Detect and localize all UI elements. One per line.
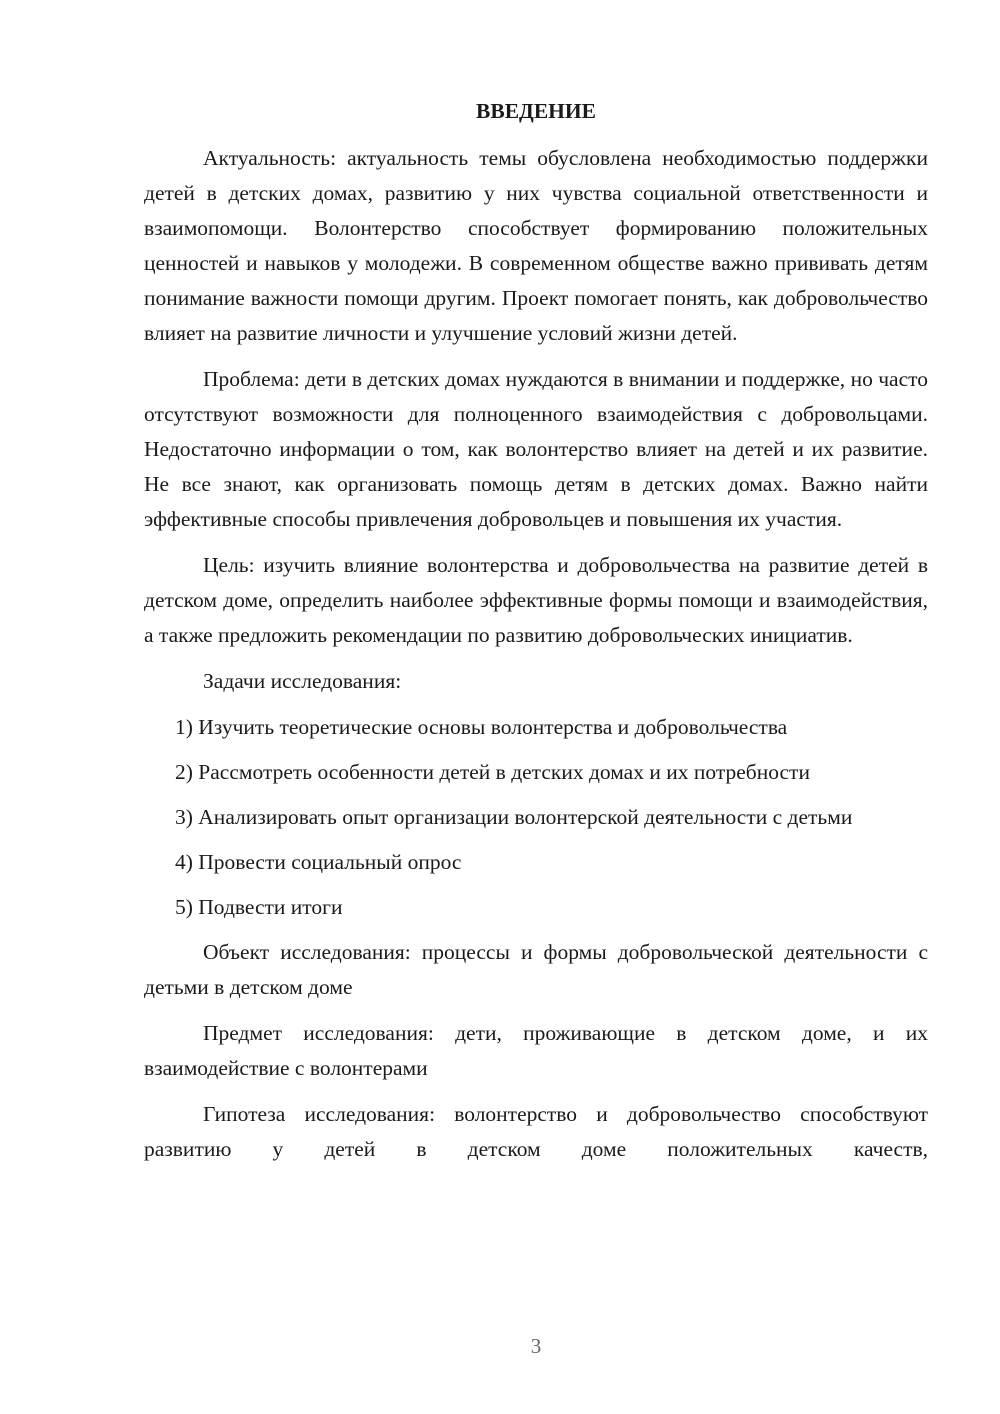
paragraph-relevance: Актуальность: актуальность темы обусловлена необходимостью поддержки детей в детских домах, развитию у них чувства социальной ответственности и взаимопомощи. Волонтерство способствует формированию положительных ценностей и навыков у молодежи. В современном обществе важно прививать детям понимание важности помощи другим. Проект помогает понять, как добровольчество влияет на развитие личности и улучшение условий жизни детей. bbox=[144, 146, 928, 345]
task-item-1: 1) Изучить теоретические основы волонтерства и добровольчества bbox=[175, 715, 788, 739]
task-item-4: 4) Провести социальный опрос bbox=[175, 850, 462, 874]
task-item-3: 3) Анализировать опыт организации волонтерской деятельности с детьми bbox=[175, 805, 853, 829]
paragraph-problem: Проблема: дети в детских домах нуждаются в внимании и поддержке, но часто отсутствуют возможности для полноценного взаимодействия с добровольцами. Недостаточно информации о том, как волонтерство влияет на детей и их развитие. Не все знают, как организовать помощь детям в детских домах. Важно найти эффективные способы привлечения добровольцев и повышения их участия. bbox=[144, 367, 928, 531]
page-number: 3 bbox=[530, 1334, 542, 1358]
paragraph-hypothesis: Гипотеза исследования: волонтерство и добровольчество способствуют развитию у детей в детском доме положительных качеств, bbox=[144, 1102, 928, 1161]
page-heading: ВВЕДЕНИЕ bbox=[476, 99, 596, 123]
task-item-5: 5) Подвести итоги bbox=[175, 895, 343, 919]
paragraph-object: Объект исследования: процессы и формы добровольческой деятельности с детьми в детском доме bbox=[144, 940, 928, 999]
paragraph-tasks-intro: Задачи исследования: bbox=[203, 669, 402, 693]
paragraph-subject: Предмет исследования: дети, проживающие в детском доме, и их взаимодействие с волонтерами bbox=[144, 1021, 928, 1080]
task-item-2: 2) Рассмотреть особенности детей в детских домах и их потребности bbox=[175, 760, 810, 784]
paragraph-goal: Цель: изучить влияние волонтерства и добровольчества на развитие детей в детском доме, определить наиболее эффективные формы помощи и взаимодействия, а также предложить рекомендации по развитию добровольческих инициатив. bbox=[144, 553, 928, 647]
page-content bbox=[144, 97, 928, 1167]
